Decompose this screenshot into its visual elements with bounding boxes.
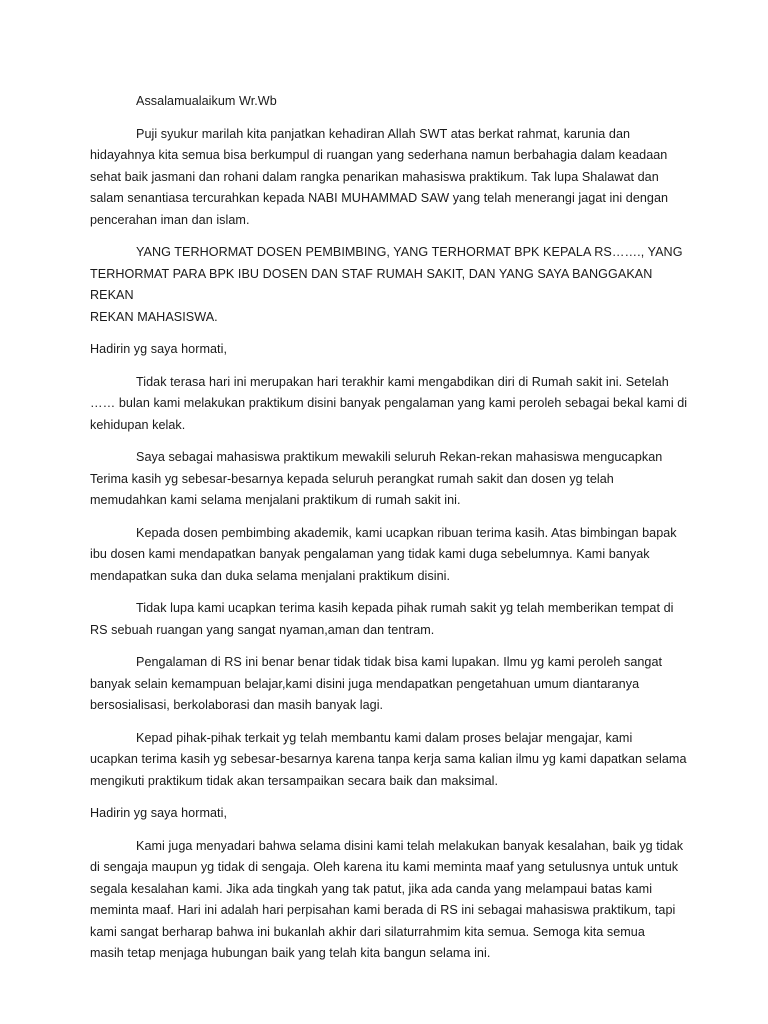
thanks-hospital-paragraph: Tidak lupa kami ucapkan terima kasih kepada pihak rumah sakit yg telah memberikan tempat di RS sebuah ruangan yang sangat nyaman,aman dan tentram. <box>90 601 674 637</box>
audience-address-paragraph-2: Hadirin yg saya hormati, <box>90 806 227 820</box>
thanks-related-parties-paragraph: Kepad pihak-pihak terkait yg telah membantu kami dalam proses belajar mengajar, kami ucapkan terima kasih yg sebesar-besarnya karena tanpa kerja sama kalian ilmu yg kami dapatkan selama mengikuti praktikum tidak akan tersampaikan secara baik dan maksimal. <box>90 730 687 788</box>
opening-praise-paragraph: Puji syukur marilah kita panjatkan kehadiran Allah SWT atas berkat rahmat, karunia dan hidayahnya kita semua bisa berkumpul di ruangan yang sederhana namun berbahagia dalam keadaan sehat baik jasmani dan rohani dalam rangka penarikan mahasiswa praktikum. Tak lupa Shalawat dan salam senantiasa tercurahkan kepada NABI MUHAMMAD SAW yang telah menerangi jagat ini dengan pencerahan iman dan islam. <box>90 126 669 227</box>
thanks-hospital-staff-paragraph: Saya sebagai mahasiswa praktikum mewakili seluruh Rekan-rekan mahasiswa mengucapkan Terima kasih yg sebesar-besarnya kepada seluruh perangkat rumah sakit dan dosen yg telah memudahkan kami selama menjalani praktikum di rumah sakit ini. <box>90 450 663 507</box>
document-body <box>90 91 690 976</box>
salutation-paragraph: YANG TERHORMAT DOSEN PEMBIMBING, YANG TERHORMAT BPK KEPALA RS……., YANG TERHORMAT PARA BPK IBU DOSEN DAN STAF RUMAH SAKIT, DAN YANG SAYA BANGGAKAN REKAN REKAN MAHASISWA. <box>90 245 683 324</box>
thanks-academic-supervisor-paragraph: Kepada dosen pembimbing akademik, kami ucapkan ribuan terima kasih. Atas bimbingan bapak ibu dosen kami mendapatkan banyak pengalaman yang tidak kami duga sebelumnya. Kami banyak mendapatkan suka dan duka selama menjalani praktikum disini. <box>90 525 677 583</box>
audience-address-paragraph: Hadirin yg saya hormati, <box>90 342 227 356</box>
experience-paragraph: Pengalaman di RS ini benar benar tidak tidak bisa kami lupakan. Ilmu yg kami peroleh sangat banyak selain kemampuan belajar,kami disini juga mendapatkan pengetahuan umum diantaranya bersosialisasi, berkolaborasi dan masih banyak lagi. <box>90 655 663 712</box>
last-day-paragraph: Tidak terasa hari ini merupakan hari terakhir kami mengabdikan diri di Rumah sakit ini. Setelah …… bulan kami melakukan praktikum disini banyak pengalaman yang kami peroleh sebagai bekal kami di kehidupan kelak. <box>90 374 688 432</box>
apology-paragraph: Kami juga menyadari bahwa selama disini kami telah melakukan banyak kesalahan, baik yg tidak di sengaja maupun yg tidak di sengaja. Oleh karena itu kami meminta maaf yang setulusnya untuk untuk segala kesalahan kami. Jika ada tingkah yang tak patut, jika ada canda yang melampaui batas kami meminta maaf. Hari ini adalah hari perpisahan kami berada di RS ini sebagai mahasiswa praktikum, tapi kami sangat berharap bahwa ini bukanlah akhir dari silaturrahmim kita semua. Semoga kita semua masih tetap menjaga hubungan baik yang telah kita bangun selama ini. <box>90 838 684 960</box>
greeting-paragraph: Assalamualaikum Wr.Wb <box>136 94 277 108</box>
